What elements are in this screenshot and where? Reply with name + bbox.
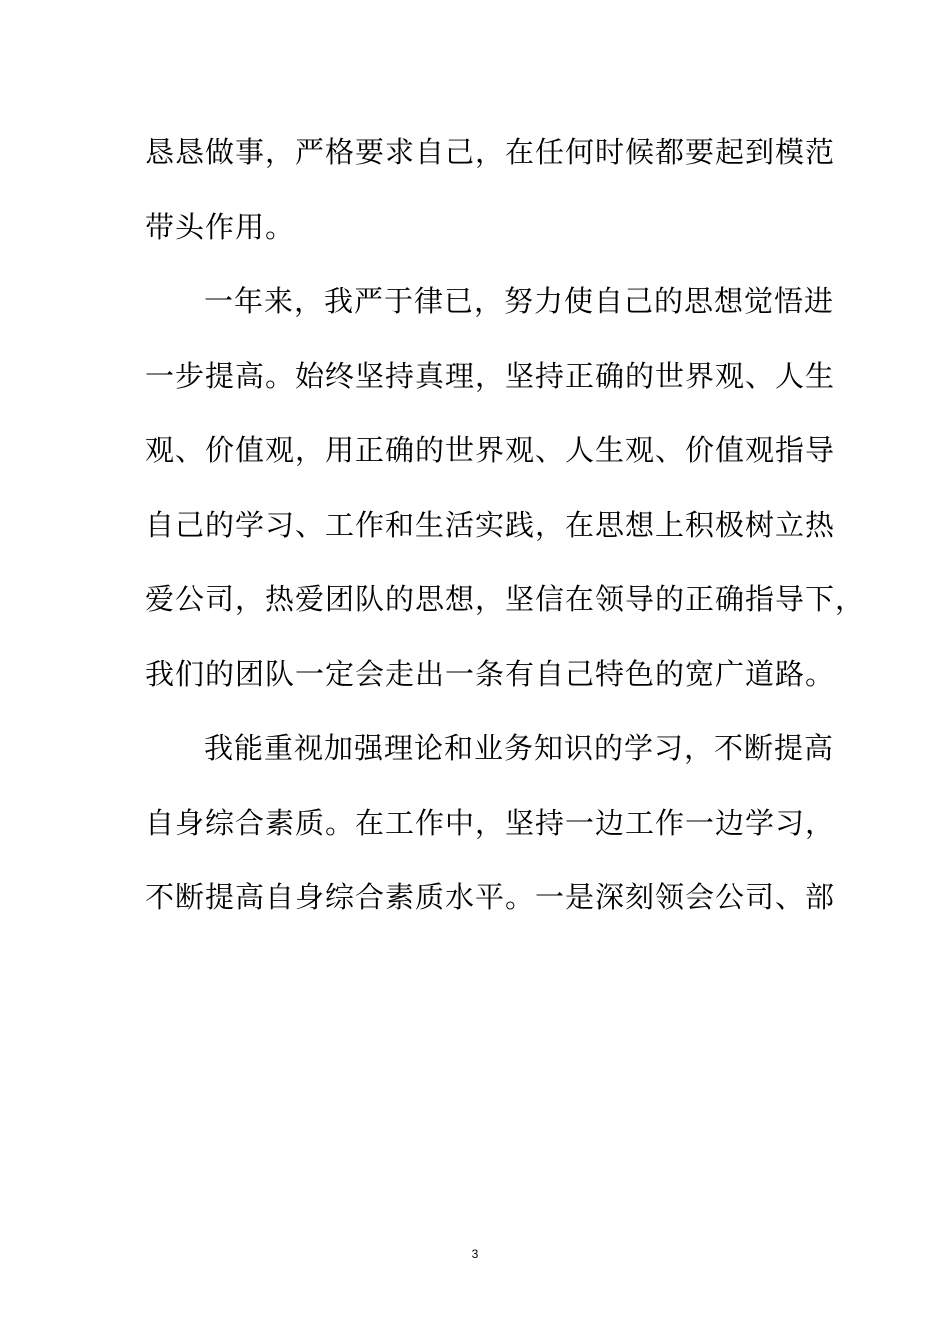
text-line-1: 恳恳做事，严格要求自己，在任何时候都要起到模范	[145, 135, 836, 169]
paragraph-start-line-9: 我能重视加强理论和业务知识的学习，不断提高	[204, 731, 835, 765]
page-number: 3	[471, 1247, 479, 1261]
text-line-10: 自身综合素质。在工作中，坚持一边工作一边学习，	[145, 806, 836, 840]
text-line-11: 不断提高自身综合素质水平。一是深刻领会公司、部	[145, 880, 836, 914]
text-line-8: 我们的团队一定会走出一条有自己特色的宽广道路。	[145, 657, 836, 691]
text-line-7: 爱公司，热爱团队的思想，坚信在领导的正确指导下，	[145, 582, 866, 616]
text-line-5: 观、价值观，用正确的世界观、人生观、价值观指导	[145, 433, 836, 467]
text-line-2: 带头作用。	[145, 210, 296, 244]
text-line-4: 一步提高。始终坚持真理，坚持正确的世界观、人生	[145, 359, 836, 393]
text-line-6: 自己的学习、工作和生活实践，在思想上积极树立热	[145, 508, 836, 542]
paragraph-start-line-3: 一年来，我严于律已，努力使自己的思想觉悟进	[204, 284, 835, 318]
